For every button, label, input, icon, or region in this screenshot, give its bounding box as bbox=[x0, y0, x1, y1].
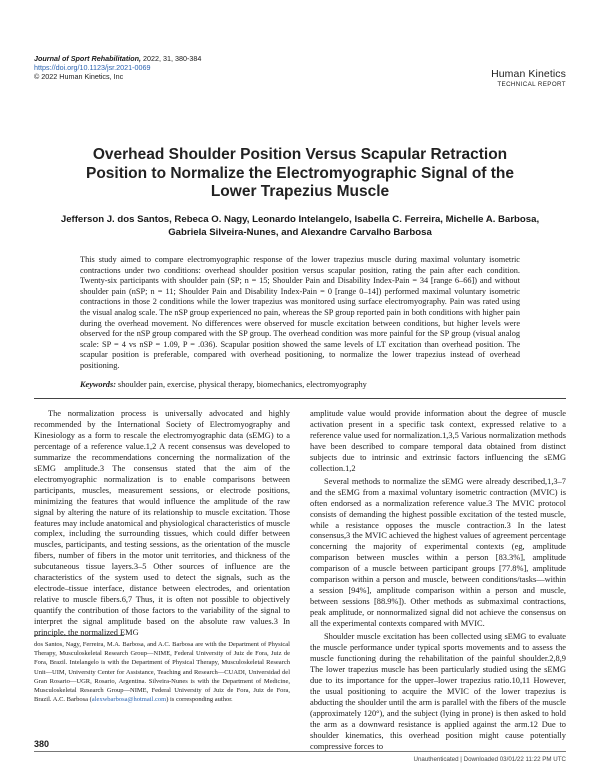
journal-name: Journal of Sport Rehabilitation, bbox=[34, 54, 142, 63]
author-email-link[interactable]: alexwbarbosa@hotmail.com bbox=[91, 696, 167, 704]
abstract: This study aimed to compare electromyographic response of the lower trapezius muscle during maximal voluntary isometric contractions under two conditions: overhead shoulder position versus scapular position, rating the pain after each condition. Twenty-six participants with shoulder pain (SP; n = 15; Shoulder Pain and Disability Index-Pain = 34 [range 6–66]) and without shoulder pain (nSP; n = 11; Shoulder Pain and Disability Index-Pain = 0 [range 0–14]) performed maximal voluntary isometric contractions in those 2 conditions while the lower trapezius was monitored using surface electromyography. Pain was rated using the visual analog scale. The nSP group experienced no pain, whereas the SP group reported pain in both conditions with higher pain during the overhead movement. No differences were observed for muscle excitation between conditions, but higher levels were observed for the nSP group compared with the SP group. The overhead condition was more painful for the SP group (visual analog scale: SP = 4 vs nSP = 1.09, P = .036). Scapular position showed the same levels of LT excitation than overhead position. The scapular position is preferable, compared with overhead positioning, to normalize the lower trapezius instead of overhead positioning. bbox=[80, 255, 520, 370]
article-type: TECHNICAL REPORT bbox=[497, 81, 566, 88]
keywords-list: shoulder pain, exercise, physical therapy, biomechanics, electromyography bbox=[115, 380, 367, 389]
doi-link[interactable]: https://doi.org/10.1123/jsr.2021-0069 bbox=[34, 63, 151, 73]
affiliation-footnote bbox=[34, 640, 290, 704]
right-column bbox=[310, 409, 566, 753]
download-note: Unauthenticated | Downloaded 03/01/22 11:22 PM UTC bbox=[413, 756, 566, 763]
footnote-text-end: ) is corresponding author. bbox=[166, 696, 233, 704]
body-paragraph: The normalization process is universally advocated and highly recommended by the International Society of Electromyography and Kinesiology as a form to rescale the electromyographic data (sEMG) to a percentage of a reference value.1,2 A recent consensus was developed to summarize the recommendations concerning the normalization of the sEMG amplitude.3 The consensus stated that the aim of the electromyographic normalization is to enable comparisons between participants, muscles, measurement sessions, or electrode positions, minimizing the features that would influence the amplitude of the raw signal by altering the nature of its relationship to muscle excitation. Those features may include anatomical and physiological characteristics of muscle complex, including the surrounding tissues, which could differ between muscles, participants, and testing sessions, as the orientation of the muscle fibers, number of fibers in the motor unit territories, and thickness of the subcutaneous tissue layers.3–5 Other sources of influence are the characteristics of the system used to detect the signals, such as the electrode–tissue interface, distance between electrodes, and orientation relative to muscle fibers.6,7 Thus, it is often not possible to objectively quantify the contribution of those factors to the variability of the signal to interpret the signal amplitude based on the absolute raw values.3 In principle, the normalized EMG bbox=[34, 409, 290, 638]
journal-header bbox=[34, 54, 201, 82]
footer-divider bbox=[34, 751, 566, 752]
publisher-logo: Human Kinetics bbox=[491, 68, 566, 80]
left-column bbox=[34, 409, 290, 639]
footnote-text: dos Santos, Nagy, Ferreira, M.A. Barbosa, and A.C. Barbosa are with the Department of Physical Therapy, Musculoskeletal Research Group—NIME, Federal University of Juiz de Fora, Juiz de Fora, Brazil. Intelangelo is with the Department of Physical Therapy, Musculoskeletal Research Unit—UIM, University Center for Assistance, Teaching and Research—CUADI, Universidad del Gran Rosario—UGR, Rosario, Argentina. Silveira-Nunes is with the Department of Medicine, Musculoskeletal Research Group—NIME, Federal University of Juiz de Fora, Juiz de Fora, Brazil. A.C. Barbosa ( bbox=[34, 641, 290, 704]
author-list: Jefferson J. dos Santos, Rebeca O. Nagy, Leonardo Intelangelo, Isabella C. Ferreira, Michelle A. Barbosa, Gabriela Silveira-Nunes, and Alexandre Carvalho Barbosa bbox=[60, 214, 540, 238]
body-paragraph: Shoulder muscle excitation has been collected using sEMG to evaluate the muscle performance under typical sports movements and to assess the muscle functioning during the rehabilitation of the painful shoulder.2,8,9 The lower trapezius muscle has been particularly studied using the sEMG due to its importance for the upper–lower trapezius ratio.10,11 However, the usual positioning to acquire the MVIC of the lower trapezius is abducting the shoulder until the arm is parallel with the fibers of the muscle (approximately 120°), and the subject (lying in prone) is then asked to hold the arm as a downward resistance is applied against the arm.12 Due to shoulder kinematics, this overhead position might cause potentially compressive forces to bbox=[310, 632, 566, 751]
section-divider bbox=[34, 398, 566, 399]
page-number: 380 bbox=[34, 739, 50, 749]
body-paragraph: amplitude value would provide information about the degree of muscle activation present in a specific task context, expressed relative to a reference value used for normalization.1,3,5 Various normalization methods have been described to compare temporal data obtained from distinct subjects due to intrinsic and extrinsic factors influencing the sEMG collection.1,2 bbox=[310, 409, 566, 473]
publisher-block bbox=[491, 68, 566, 88]
footnote-divider bbox=[34, 635, 124, 636]
article-title: Overhead Shoulder Position Versus Scapular Retraction Position to Normalize the Electromyographic Signal of the Lower Trapezius Muscle bbox=[85, 146, 515, 200]
copyright: © 2022 Human Kinetics, Inc bbox=[34, 72, 124, 82]
keywords bbox=[80, 380, 520, 391]
volume-pages: 2022, 31, 380-384 bbox=[141, 54, 202, 63]
body-paragraph: Several methods to normalize the sEMG were already described,1,3–7 and the sEMG from a maximal voluntary isometric contraction (MVIC) is often endorsed as a normalization reference value.3 The MVIC protocol consists of demanding the highest possible excitation of the tested muscle, while a resistance opposes the muscle contraction.3 In the latest consensus,3 the MVIC achieved the highest values of agreement percentage concerning the majority of experimental contexts (eg, amplitude comparison between muscles within a person [83.3%], amplitude comparison of a muscle between participant groups [77.8%], amplitude comparison within a person and muscle, between conditions/tasks—within a session [94%], amplitude comparison within a person and muscle, between sessions [88.9%]). Other methods as submaximal contractions, peak amplitude, or nonnormalized signal did not achieve the consensus on all the experimental contexts compared with MVIC. bbox=[310, 476, 566, 629]
keywords-label: Keywords: bbox=[80, 380, 116, 389]
